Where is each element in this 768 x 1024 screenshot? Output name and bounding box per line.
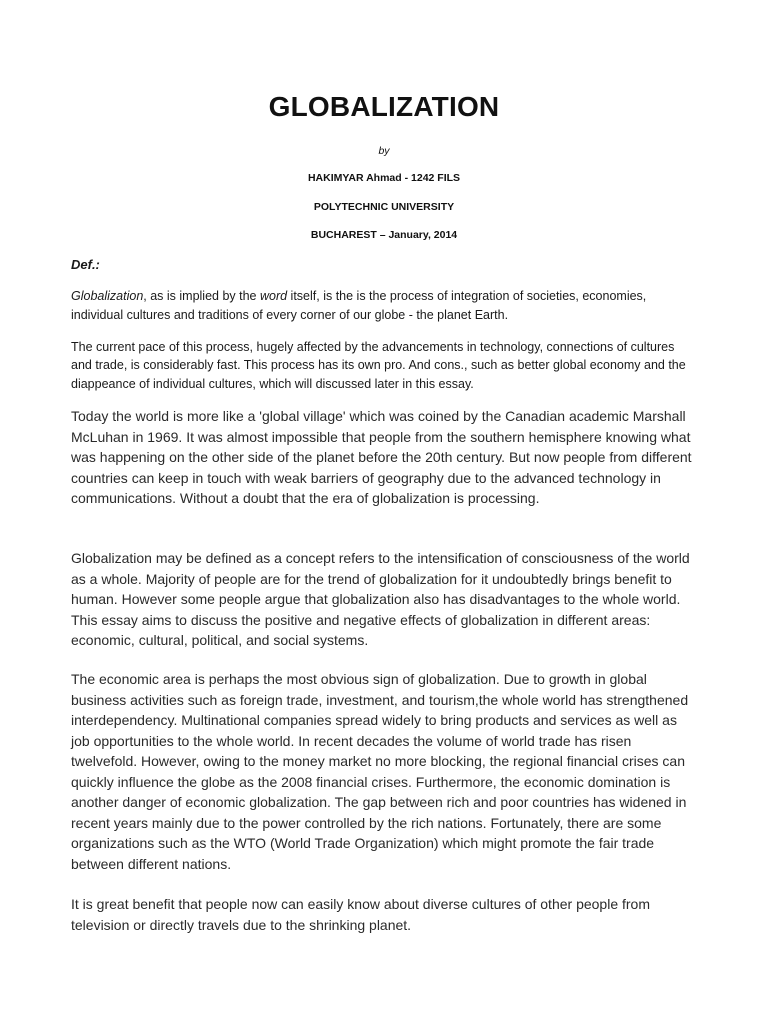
- author-name: HAKIMYAR Ahmad - 1242 FILS: [307, 172, 461, 184]
- document-title: GLOBALIZATION: [268, 91, 500, 122]
- paragraph-economic-area: The economic area is perhaps the most obvious sign of globalization. Due to growth in global business activities such as foreign trade, investment, and tourism,the whole world has strengthened interdependency. Multinational companies spread widely to bring products and services as well as job opportunities to the whole world. In recent decades the volume of world trade has risen twelvefold. However, owing to the money market no more blocking, the regional financial crises can quickly influence the globe as the 2008 financial crises. Furthermore, the economic domination is another danger of economic globalization. The gap between rich and poor countries has widened in recent years mainly due to the power controlled by the rich nations. Fortunately, there are some organizations such as the WTO (World Trade Organization) which might promote the fair trade between different nations.: [71, 671, 689, 872]
- term-word: word: [259, 289, 288, 303]
- paragraph-definition-concept: Globalization may be defined as a concept refers to the intensification of consciousness of the world as a whole. Majority of people are for the trend of globalization for it undoubtedly brings benefit to human. However some people argue that globalization also has disadvantages to the whole world. This essay aims to discuss the positive and negative effects of globalization in different areas: economic, cultural, political, and social systems.: [71, 550, 690, 648]
- paragraph-cultures: It is great benefit that people now can easily know about diverse cultures of other people from television or directly travels due to the shrinking planet.: [71, 896, 651, 933]
- definition-text-2: itself, is the is the process of integration of societies, economies, individual cultures and traditions of every corner of our globe - the planet Earth.: [71, 289, 647, 322]
- paragraph-definition: [71, 287, 695, 325]
- definition-heading: Def.:: [71, 257, 100, 272]
- place-date: BUCHAREST – January, 2014: [310, 229, 458, 241]
- paragraph-global-village: Today the world is more like a 'global village' which was coined by the Canadian academic Marshall McLuhan in 1969. It was almost impossible that people from the southern hemisphere knowing what was happening on the other side of the planet before the 20th century. But now people from different countries can keep in touch with weak barriers of geography due to the advanced technology in communications. Without a doubt that the era of globalization is processing.: [71, 408, 692, 506]
- byline: by: [378, 145, 390, 157]
- paragraph-current-pace: The current pace of this process, hugely affected by the advancements in technology, connections of cultures and trade, is considerably fast. This process has its own pro. And cons., such as better global economy and the diappeance of individual cultures, which will discussed later in this essay.: [71, 340, 686, 391]
- university-name: POLYTECHNIC UNIVERSITY: [313, 201, 455, 213]
- term-globalization: Globalization: [71, 289, 144, 303]
- definition-text-1: , as is implied by the: [143, 289, 260, 303]
